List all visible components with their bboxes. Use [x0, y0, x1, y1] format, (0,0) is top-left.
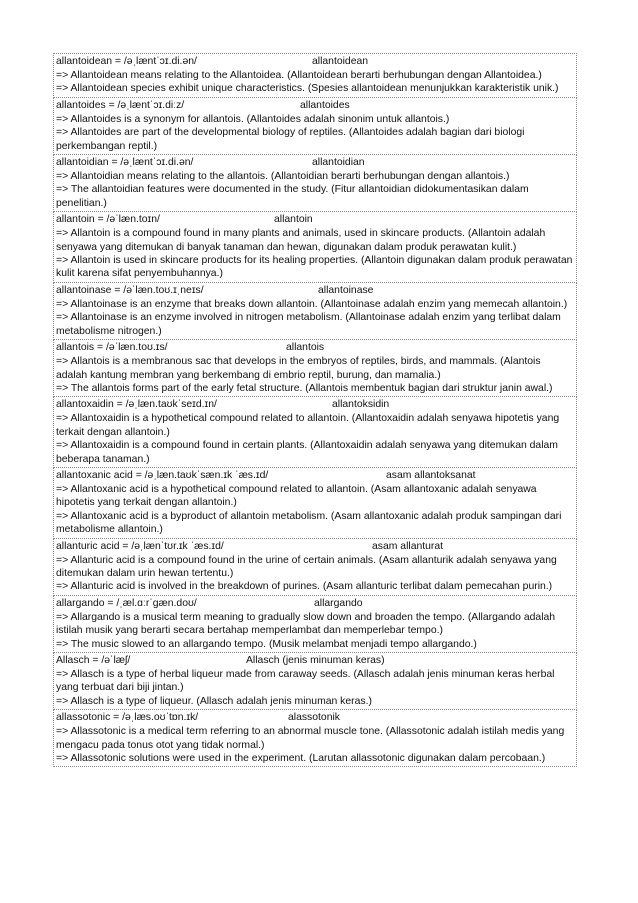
example-line: => Allassotonic solutions were used in the experiment. (Larutan allassotonic digunakan dalam percobaan.)	[56, 753, 546, 765]
headword: allantoin = /əˈlæn.toɪn/	[56, 214, 160, 226]
example-line: => Allantoides is a synonym for allantois. (Allantoides adalah sinonim untuk allantois.)	[56, 113, 450, 125]
example-line: => The music slowed to an allargando tempo. (Musik melambat menjadi tempo allargando.)	[56, 638, 477, 650]
entry-header	[56, 213, 574, 227]
translation: allantois	[286, 342, 325, 354]
entry	[53, 212, 577, 283]
translation: alassotonik	[288, 712, 340, 724]
headword: allantois = /əˈlæn.toʊ.ɪs/	[56, 342, 168, 354]
translation: allargando	[314, 597, 363, 609]
entry	[53, 468, 577, 539]
entry-header	[56, 597, 574, 611]
translation: allantoidean	[312, 56, 369, 67]
example-line: => Allantoidean species exhibit unique characteristics. (Spesies allantoidean menunjukkan karakteristik unik.)	[56, 83, 559, 95]
headword: allantoidean = /əˌlæntˈɔɪ.di.ən/	[56, 56, 197, 67]
headword: allanturic acid = /əˌlænˈtʊr.ɪk ˈæs.ɪd/	[56, 540, 224, 552]
entry	[53, 539, 577, 596]
example-line: => Allantoxaidin is a compound found in certain plants. (Allantoxaidin adalah senyawa yang ditemukan dalam beberapa tanaman.)	[56, 440, 558, 465]
entry-header	[56, 55, 574, 69]
entry	[53, 596, 577, 653]
headword: allantoidian = /əˌlæntˈɔɪ.di.ən/	[56, 157, 194, 169]
example-line: => Allantoides are part of the developmental biology of reptiles. (Allantoides adalah bagian dari biologi perkembangan reptil.)	[56, 127, 525, 152]
example-line: => Allantoinase is an enzyme that breaks down allantoin. (Allantoinase adalah enzim yang memecah allantoin.)	[56, 298, 568, 310]
entry	[53, 53, 577, 98]
example-line: => Allantoin is a compound found in many plants and animals, used in skincare products. (Allantoin adalah senyawa yang ditemukan di banyak tanaman dan hewan, digunakan dalam produk perawatan kulit.)	[56, 228, 546, 253]
entry-header	[56, 540, 574, 554]
headword: allargando = /ˌæl.ɑːrˈɡæn.doʊ/	[56, 597, 197, 609]
example-line: => Allantoxaidin is a hypothetical compound related to allantoin. (Allantoxaidin adalah senyawa hipotetis yang terkait dengan allantoin.)	[56, 413, 560, 438]
headword: allantoxanic acid = /əˌlæn.taʊkˈsæn.ɪk ˈæs.ɪd/	[56, 469, 269, 481]
entry-header	[56, 469, 574, 483]
example-line: => Allanturic acid is involved in the breakdown of purines. (Asam allanturic terlibat dalam pemecahan purin.)	[56, 581, 553, 593]
entry-header	[56, 654, 574, 668]
example-line: => Allanturic acid is a compound found in the urine of certain animals. (Asam allanturik adalah senyawa yang ditemukan dalam urin hewan tertentu.)	[56, 554, 557, 579]
example-line: => Allassotonic is a medical term referring to an abnormal muscle tone. (Allassotonic adalah istilah medis yang mengacu pada tonus otot yang tidak normal.)	[56, 726, 565, 751]
entry	[53, 710, 577, 767]
entry	[53, 653, 577, 710]
entry	[53, 283, 577, 340]
translation: asam allantoksanat	[386, 469, 476, 481]
entry	[53, 155, 577, 212]
example-line: => The allantoidian features were documented in the study. (Fitur allantoidian didokumentasikan dalam penelitian.)	[56, 184, 529, 209]
example-line: => Allargando is a musical term meaning to gradually slow down and broaden the tempo. (Allargando adalah istilah musik yang berarti secara bertahap memperlambat dan memperlebar tempo.)	[56, 611, 556, 637]
example-line: => Allantoinase is an enzyme involved in nitrogen metabolism. (Allantoinase adalah enzim yang terlibat dalam metabolisme nitrogen.)	[56, 312, 561, 337]
headword: allantoides = /əˌlæntˈɔɪ.diːz/	[56, 99, 185, 111]
entry-header	[56, 99, 574, 113]
headword: allassotonic = /əˌlæs.oʊˈtɒn.ɪk/	[56, 712, 199, 724]
translation: allantoides	[300, 99, 350, 111]
entry-header	[56, 711, 574, 725]
example-line: => Allantoidean means relating to the Allantoidea. (Allantoidean berarti berhubungan dengan Allantoidea.)	[56, 70, 542, 81]
example-line: => Allantois is a membranous sac that develops in the embryos of reptiles, birds, and mammals. (Alantois adalah kantung membran yang berkembang di embrio reptil, burung, dan mamalia.)	[56, 356, 541, 381]
headword: Allasch = /əˈlæʃ/	[56, 655, 131, 666]
example-line: => Allasch is a type of liqueur. (Allasch adalah jenis minuman keras.)	[56, 695, 372, 707]
headword: allantoxaidin = /əˌlæn.taʊkˈseɪd.ɪn/	[56, 399, 217, 411]
example-line: => Allantoin is used in skincare products for its healing properties. (Allantoin digunakan dalam produk perawatan kulit karena sifat penyembuhannya.)	[56, 255, 573, 280]
example-line: => Allasch is a type of herbal liqueur made from caraway seeds. (Allasch adalah jenis minuman keras herbal yang terbuat dari biji jintan.)	[56, 669, 555, 694]
translation: Allasch (jenis minuman keras)	[246, 655, 385, 666]
example-line: => The allantois forms part of the early fetal structure. (Allantois membentuk bagian dari struktur janin awal.)	[56, 382, 553, 394]
entry	[53, 340, 577, 397]
translation: allantoksidin	[332, 399, 390, 411]
translation: allantoin	[274, 214, 313, 226]
entry	[53, 98, 577, 155]
example-line: => Allantoxanic acid is a byproduct of allantoin metabolism. (Asam allantoxanic adalah produk sampingan dari metabolisme allantoin.)	[56, 510, 562, 536]
headword: allantoinase = /əˈlæn.toʊ.ɪˌneɪs/	[56, 284, 204, 296]
example-line: => Allantoidian means relating to the allantois. (Allantoidian berarti berhubungan dengan allantois.)	[56, 171, 510, 183]
dictionary-sheet	[53, 53, 577, 767]
example-line: => Allantoxanic acid is a hypothetical compound related to allantoin. (Asam allantoxanic adalah senyawa hipotetis yang terkait dengan allantoin.)	[56, 483, 537, 509]
entry-header	[56, 341, 574, 355]
translation: allantoidian	[312, 157, 365, 169]
entry-header	[56, 284, 574, 298]
entry-header	[56, 156, 574, 170]
entry-header	[56, 398, 574, 412]
translation: asam allanturat	[372, 540, 444, 552]
entry	[53, 397, 577, 468]
translation: allantoinase	[318, 284, 374, 296]
